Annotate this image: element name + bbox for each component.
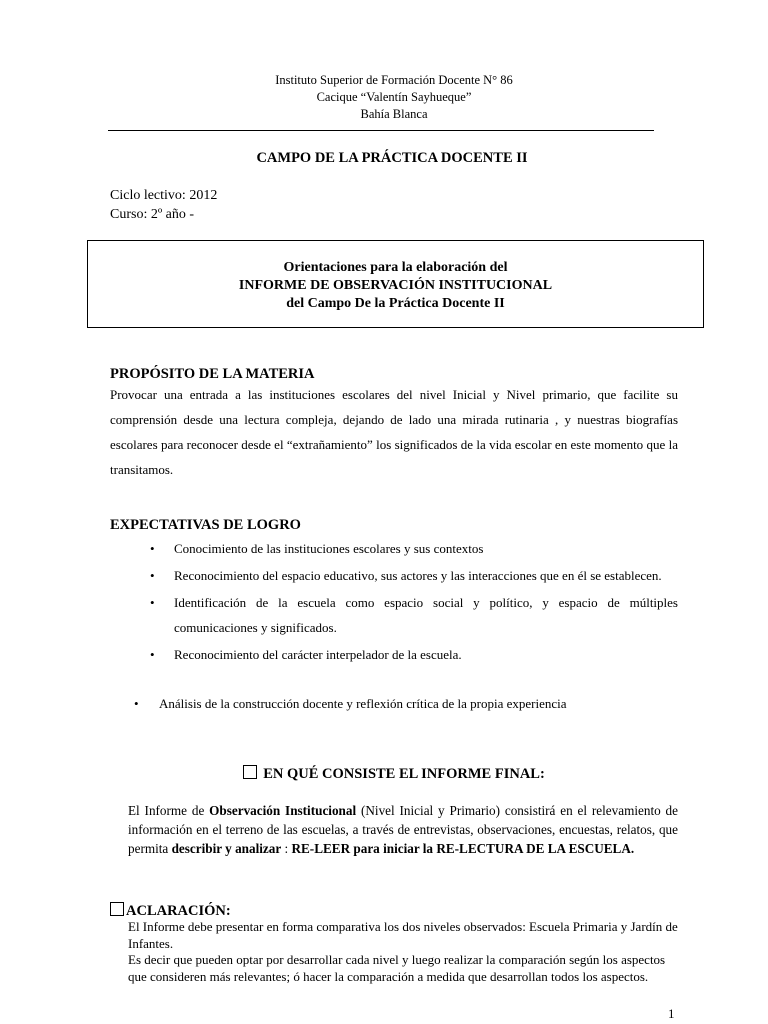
- bullet-icon: •: [150, 541, 155, 556]
- bullet-icon: •: [150, 647, 155, 662]
- list-item: • Identificación de la escuela como espacio social y político, y espacio de múltiples comunicaciones y significados.: [150, 590, 678, 640]
- institution-city: Bahía Blanca: [360, 107, 428, 121]
- bullet-icon: •: [134, 696, 139, 711]
- box-line-1: Orientaciones para la elaboración del: [283, 260, 508, 275]
- institution-subname: Cacique “Valentín Sayhueque”: [316, 90, 472, 104]
- bullet-icon: •: [150, 568, 155, 583]
- page-title: CAMPO DE LA PRÁCTICA DOCENTE II: [256, 150, 528, 166]
- consiste-text: El Informe de Observación Institucional (Nivel Inicial y Primario) consistirá en el relevamiento de información en el terreno de las escuelas, a través de entrevistas, observaciones, encuestas, relatos, que permita describir y analizar : RE-LEER para iniciar la RE-LECTURA DE LA ESCUELA.: [128, 803, 679, 856]
- checkbox-icon: [110, 902, 124, 916]
- bullet-icon: •: [150, 595, 155, 610]
- aclaracion-paragraph-2: Es decir que pueden optar por desarrollar cada nivel y luego realizar la comparación según los aspectos que consideren más relevantes; ó hacer la comparación a medida que desarrollan todos los aspectos.: [128, 952, 666, 984]
- ciclo-lectivo: Ciclo lectivo: 2012: [110, 188, 218, 203]
- expectativas-extra-item: • Análisis de la construcción docente y reflexión crítica de la propia experiencia: [134, 691, 694, 716]
- curso: Curso: 2º año -: [110, 207, 195, 222]
- proposito-text: Provocar una entrada a las instituciones escolares del nivel Inicial y Nivel primario, que facilite su comprensión desde una lectura compleja, dejando de lado una mirada rutinaria , y nuestras biografías escolares para reconocer desde el “extrañamiento” los significados de la vida escolar en este momento que la transitamos.: [110, 387, 678, 477]
- header-divider: [108, 130, 654, 131]
- expectativas-heading: EXPECTATIVAS DE LOGRO: [110, 517, 301, 533]
- aclaracion-heading: ACLARACIÓN:: [110, 902, 231, 920]
- page-number: 1: [668, 1006, 675, 1021]
- box-line-2: INFORME DE OBSERVACIÓN INSTITUCIONAL: [238, 278, 553, 293]
- list-item: • Conocimiento de las instituciones escolares y sus contextos: [150, 536, 678, 561]
- orientaciones-box: [87, 240, 704, 328]
- proposito-heading: PROPÓSITO DE LA MATERIA: [110, 366, 315, 382]
- aclaracion-text: [128, 919, 678, 985]
- expectativas-list: [150, 536, 678, 669]
- course-meta: [110, 186, 217, 224]
- list-item: • Reconocimiento del espacio educativo, sus actores y las interacciones que en él se establecen.: [150, 563, 678, 588]
- institution-header: [10, 72, 768, 123]
- checkbox-icon: [243, 765, 257, 779]
- aclaracion-paragraph-1: El Informe debe presentar en forma comparativa los dos niveles observados: Escuela Primaria y Jardín de Infantes.: [128, 919, 678, 951]
- institution-name: Instituto Superior de Formación Docente N° 86: [275, 73, 513, 87]
- box-line-3: del Campo De la Práctica Docente II: [286, 296, 505, 311]
- consiste-heading: EN QUÉ CONSISTE EL INFORME FINAL:: [10, 765, 768, 783]
- list-item: • Reconocimiento del carácter interpelador de la escuela.: [150, 642, 678, 667]
